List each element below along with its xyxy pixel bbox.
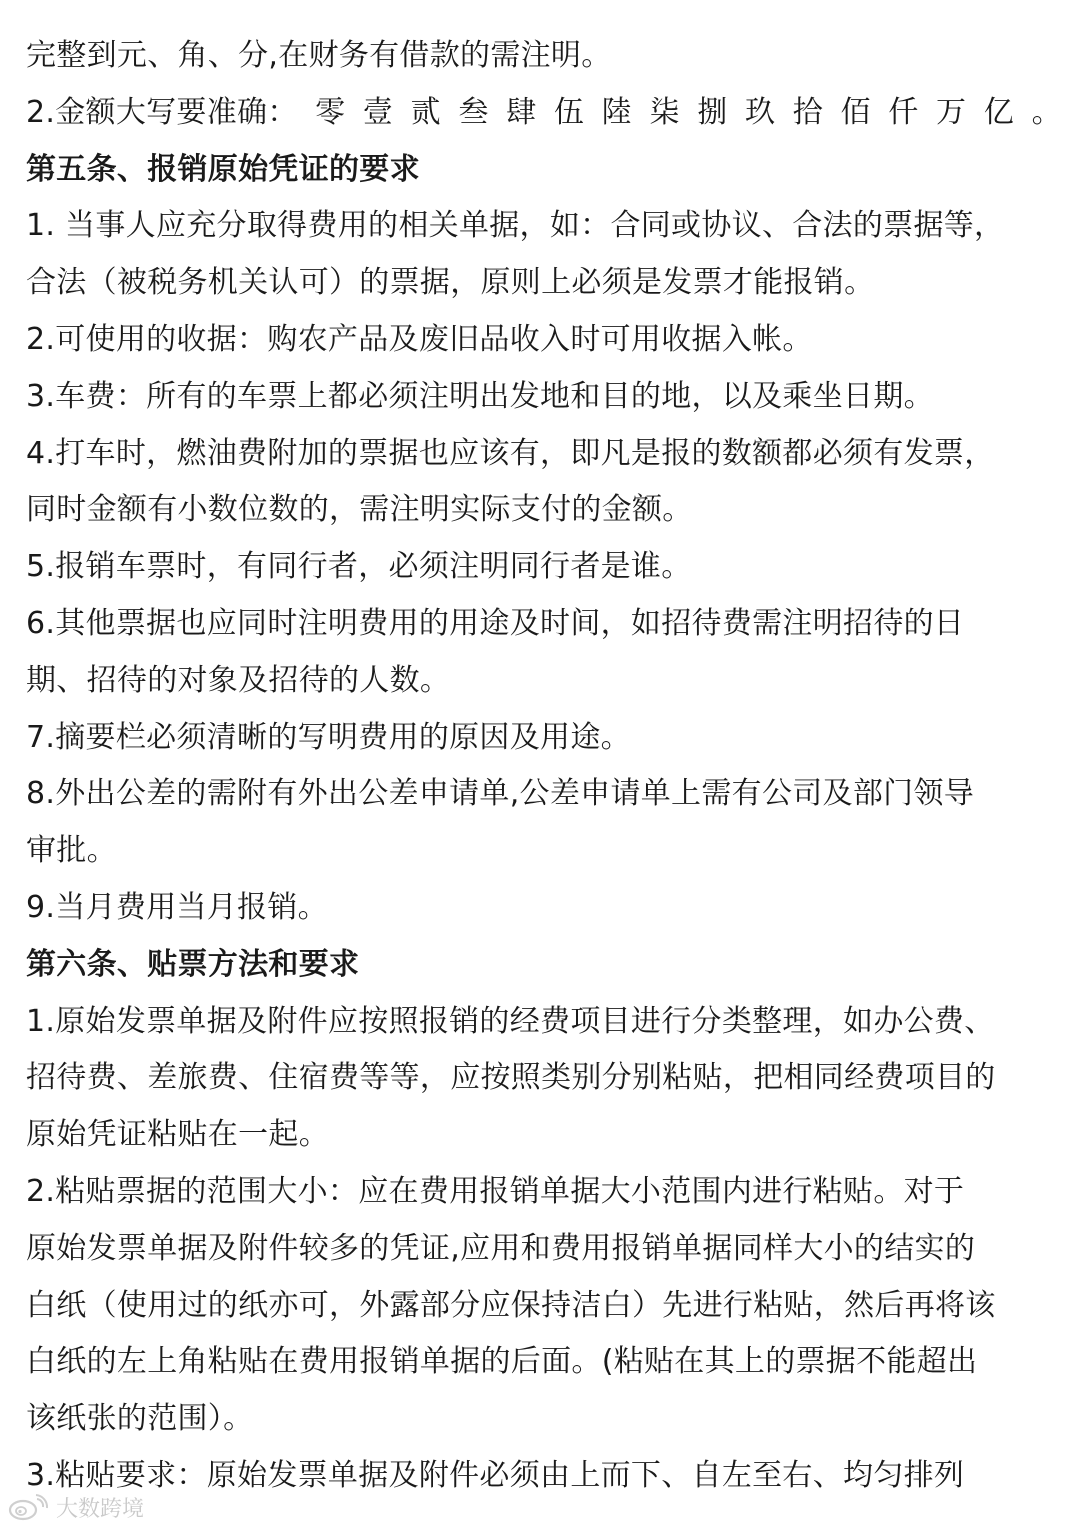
text-line: 5.报销车票时，有同行者，必须注明同行者是谁。 — [26, 549, 692, 585]
text-line: 3.粘贴要求：原始发票单据及附件必须由上而下、自左至右、均匀排列 — [26, 1457, 965, 1493]
document-body — [26, 28, 1062, 1505]
text-line: 原始发票单据及附件较多的凭证,应用和费用报销单据同样大小的结实的 — [26, 1230, 976, 1266]
text-line: 4.打车时，燃油费附加的票据也应该有，即凡是报的数额都必须有发票， — [26, 435, 995, 471]
text-line: 期、招待的对象及招待的人数。 — [26, 662, 451, 698]
text-line: 原始凭证粘贴在一起。 — [26, 1117, 329, 1153]
line-char: 陸 — [601, 94, 632, 130]
text-line: 合法（被税务机关认可）的票据，原则上必须是发票才能报销。 — [26, 265, 875, 301]
section-heading: 第五条、报销原始凭证的要求 — [26, 151, 420, 187]
line-char: 壹 — [362, 94, 394, 130]
text-line: 同时金额有小数位数的，需注明实际支付的金额。 — [26, 492, 693, 528]
text-line: 7.摘要栏必须清晰的写明费用的原因及用途。 — [26, 719, 631, 755]
line-char: 叁 — [458, 94, 489, 130]
text-line — [26, 85, 1062, 142]
weibo-logo-icon — [6, 1493, 50, 1521]
text-line: 1.原始发票单据及附件应按照报销的经费项目进行分类整理，如办公费、 — [26, 1003, 995, 1039]
text-line: 白纸（使用过的纸亦可，外露部分应保持洁白）先进行粘贴，然后再将该 — [26, 1287, 996, 1323]
text-line: 审批。 — [26, 833, 117, 869]
line-char: 亿 — [983, 94, 1015, 130]
text-line: 3.车费：所有的车票上都必须注明出发地和目的地，以及乘坐日期。 — [26, 378, 934, 414]
line-segment: 2.金额大写要准确： — [26, 94, 298, 130]
line-char: 伍 — [553, 94, 585, 130]
line-char: 肆 — [506, 94, 537, 130]
line-char: 佰 — [840, 94, 871, 130]
line-char: 捌 — [697, 94, 728, 130]
text-line: 招待费、差旅费、住宿费等等，应按照类别分别粘贴，把相同经费项目的 — [26, 1060, 996, 1096]
line-char: 贰 — [410, 94, 441, 130]
line-char: 零 — [315, 94, 346, 130]
section-heading: 第六条、贴票方法和要求 — [26, 946, 360, 982]
line-char: 拾 — [792, 94, 824, 130]
text-line: 完整到元、角、分,在财务有借款的需注明。 — [26, 38, 612, 73]
text-line: 该纸张的范围）。 — [26, 1401, 254, 1437]
line-char: 玖 — [744, 94, 776, 130]
text-line: 2.粘贴票据的范围大小：应在费用报销单据大小范围内进行粘贴。对于 — [26, 1173, 965, 1209]
text-line: 6.其他票据也应同时注明费用的用途及时间，如招待费需注明招待的日 — [26, 605, 965, 641]
watermark — [6, 1491, 144, 1523]
watermark-text: 大数跨境 — [56, 1496, 145, 1522]
text-line: 8.外出公差的需附有外出公差申请单,公差申请单上需有公司及部门领导 — [26, 776, 975, 812]
line-char: 。 — [1031, 94, 1062, 130]
line-char: 仟 — [888, 94, 919, 130]
text-line: 白纸的左上角粘贴在费用报销单据的后面。(粘贴在其上的票据不能超出 — [26, 1344, 978, 1380]
text-line: 2.可使用的收据：购农产品及废旧品收入时可用收据入帐。 — [26, 321, 813, 357]
text-line: 9.当月费用当月报销。 — [26, 889, 328, 925]
line-char: 万 — [936, 94, 967, 130]
text-line: 1. 当事人应充分取得费用的相关单据，如：合同或协议、合法的票据等， — [26, 208, 1005, 244]
line-char: 柒 — [649, 94, 680, 130]
